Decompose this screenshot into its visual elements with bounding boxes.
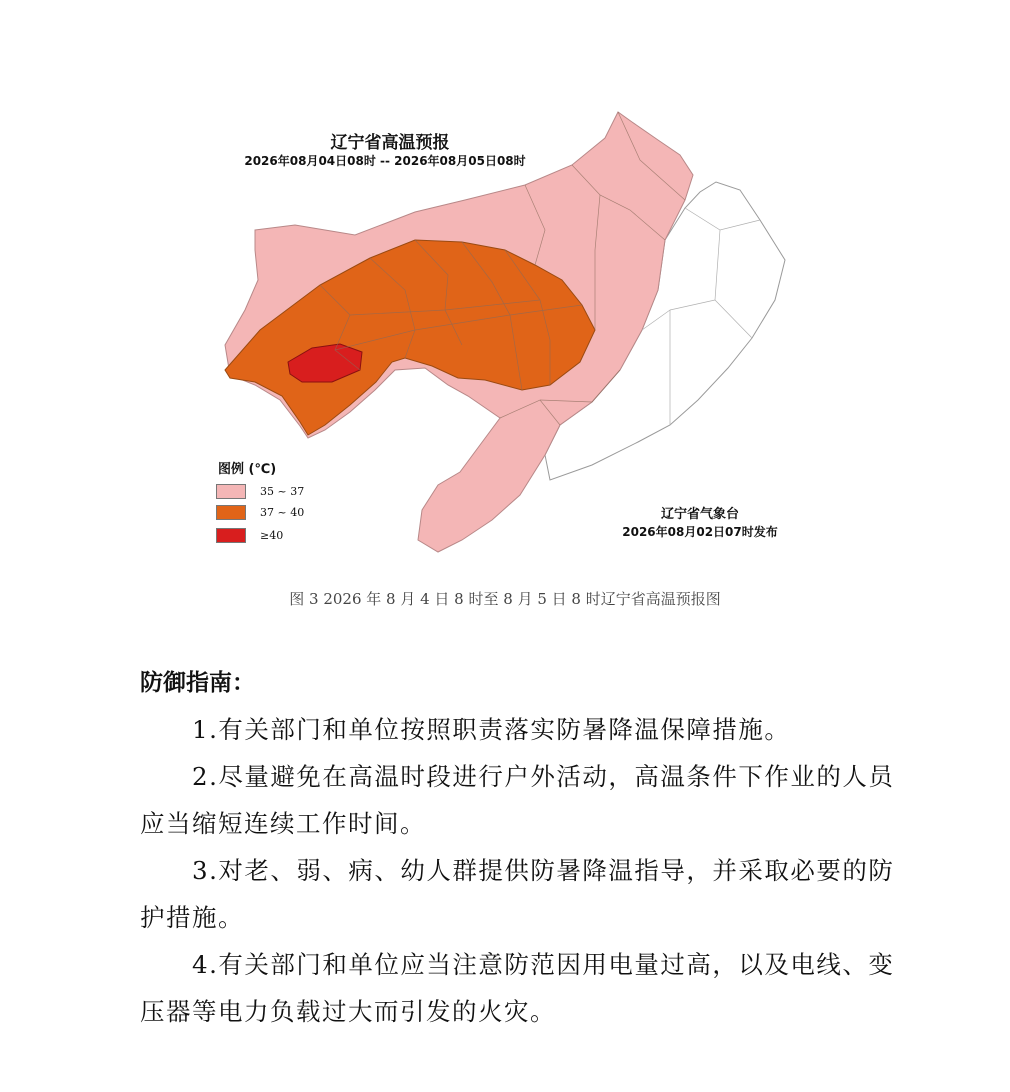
legend-title: 图例 (℃): [218, 462, 277, 477]
map-title: 辽宁省高温预报: [330, 133, 450, 153]
map-period: 2026年08月04日08时 -- 2026年08月05日08时: [244, 154, 526, 168]
legend-label: 37 ~ 40: [260, 506, 305, 519]
guide-heading: 防御指南：: [140, 670, 255, 696]
figure-caption: 图 3 2026 年 8 月 4 日 8 时至 8 月 5 日 8 时辽宁省高温预报图: [289, 590, 721, 608]
guide-item: 3.对老、弱、病、幼人群提供防暑降温指导，并采取必要的防护措施。: [140, 856, 895, 932]
guide-item: 1.有关部门和单位按照职责落实防暑降温保障措施。: [192, 715, 791, 744]
guide-item: 2.尽量避免在高温时段进行户外活动，高温条件下作业的人员应当缩短连续工作时间。: [140, 762, 895, 838]
legend-label: ≥40: [260, 529, 284, 542]
legend-swatch: [216, 505, 246, 520]
forecast-map: [200, 100, 810, 580]
legend-label: 35 ~ 37: [260, 485, 305, 498]
legend-item-ge-40: [216, 528, 283, 543]
issue-time: 2026年08月02日07时发布: [622, 525, 778, 539]
legend-item-35-37: [216, 484, 304, 499]
guide-list: [140, 706, 900, 1035]
legend-swatch: [216, 528, 246, 543]
issuer-name: 辽宁省气象台: [660, 507, 739, 522]
legend-swatch: [216, 484, 246, 499]
legend-item-37-40: [216, 505, 304, 520]
guide-item: 4.有关部门和单位应当注意防范因用电量过高，以及电线、变压器等电力负载过大而引发的火灾。: [140, 950, 895, 1026]
